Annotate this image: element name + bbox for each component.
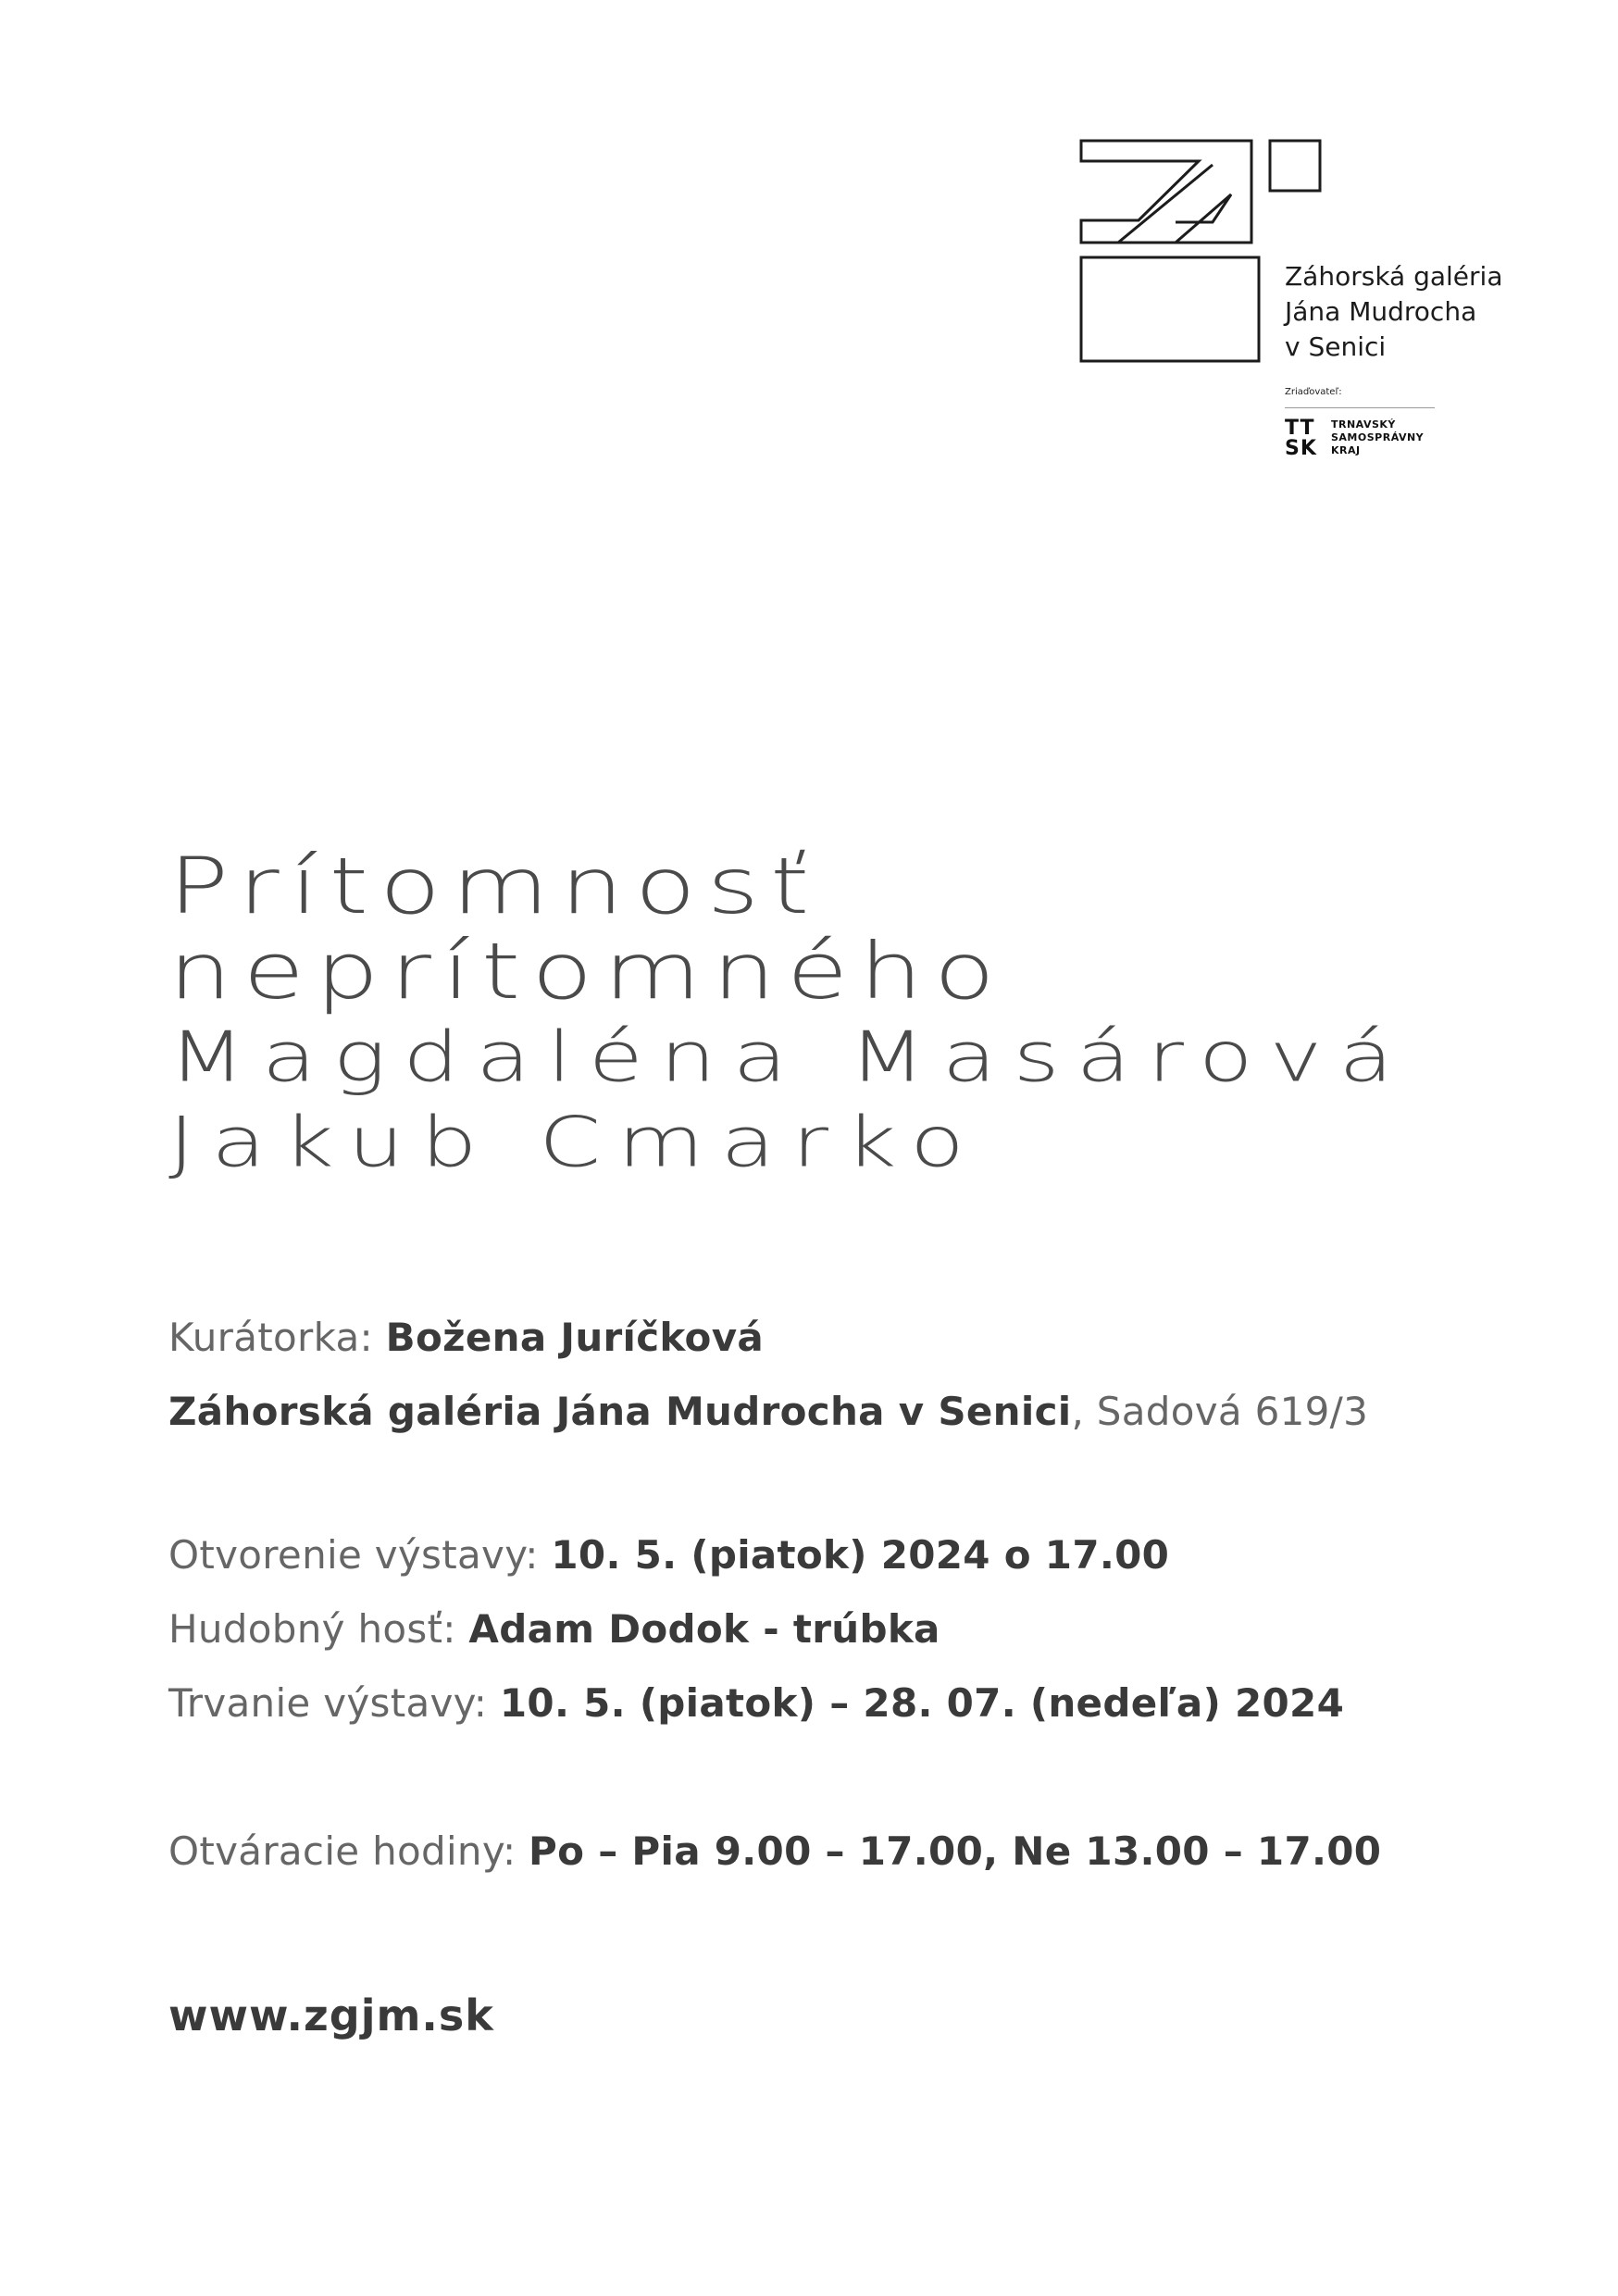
duration-label: Trvanie výstavy: — [168, 1680, 500, 1726]
title-line-1: Prítomnosť — [168, 841, 821, 932]
opening-hours-line — [168, 1828, 1381, 1874]
curator-line — [168, 1315, 764, 1360]
founder-label: Zriaďovateľ: — [1285, 387, 1342, 397]
curator-value: Božena Juríčková — [385, 1315, 765, 1360]
logo-small-square — [1270, 141, 1320, 191]
gallery-name-line: Záhorská galéria — [1285, 261, 1503, 292]
curator-label: Kurátorka: — [168, 1315, 386, 1360]
gallery-name-line: Jána Mudrocha — [1285, 296, 1477, 327]
opening-line — [168, 1532, 1169, 1578]
opening-hours-label: Otváracie hodiny: — [168, 1828, 529, 1874]
ttsk-mark-top: TT — [1285, 417, 1315, 440]
venue-address: , Sadová 619/3 — [1071, 1389, 1369, 1434]
duration-value: 10. 5. (piatok) – 28. 07. (nedeľa) 2024 — [499, 1680, 1345, 1726]
logo-rectangle — [1081, 257, 1259, 361]
gallery-name — [1285, 259, 1502, 365]
opening-label: Otvorenie výstavy: — [168, 1532, 552, 1578]
title-line-2: neprítomného — [168, 926, 1006, 1017]
ttsk-logo-icon — [1285, 418, 1317, 459]
music-guest-value: Adam Dodok - trúbka — [468, 1606, 940, 1652]
artist-name-1: Magdaléna Masárová — [168, 1017, 1411, 1098]
opening-hours-value: Po – Pia 9.00 – 17.00, Ne 13.00 – 17.00 — [529, 1828, 1382, 1874]
logo-z-inner — [1118, 165, 1231, 243]
duration-line — [168, 1680, 1344, 1726]
venue-line — [168, 1389, 1368, 1434]
website-link[interactable]: www.zgjm.sk — [168, 1990, 494, 2040]
founder-name — [1331, 418, 1424, 457]
gallery-name-line: v Senici — [1285, 331, 1387, 362]
founder-name-line: KRAJ — [1331, 444, 1361, 456]
opening-value: 10. 5. (piatok) 2024 o 17.00 — [551, 1532, 1170, 1578]
founder-name-line: SAMOSPRÁVNY — [1331, 431, 1425, 443]
founder-divider — [1285, 407, 1435, 408]
music-guest-label: Hudobný hosť: — [168, 1606, 469, 1652]
founder-name-line: TRNAVSKÝ — [1331, 418, 1396, 430]
ttsk-mark-bottom: SK — [1285, 437, 1317, 460]
logo-z-shape — [1081, 141, 1251, 243]
exhibition-title — [168, 841, 1411, 1194]
artist-name-2: Jakub Cmarko — [168, 1102, 981, 1183]
music-guest-line — [168, 1606, 940, 1652]
venue-name: Záhorská galéria Jána Mudrocha v Senici — [168, 1389, 1072, 1434]
